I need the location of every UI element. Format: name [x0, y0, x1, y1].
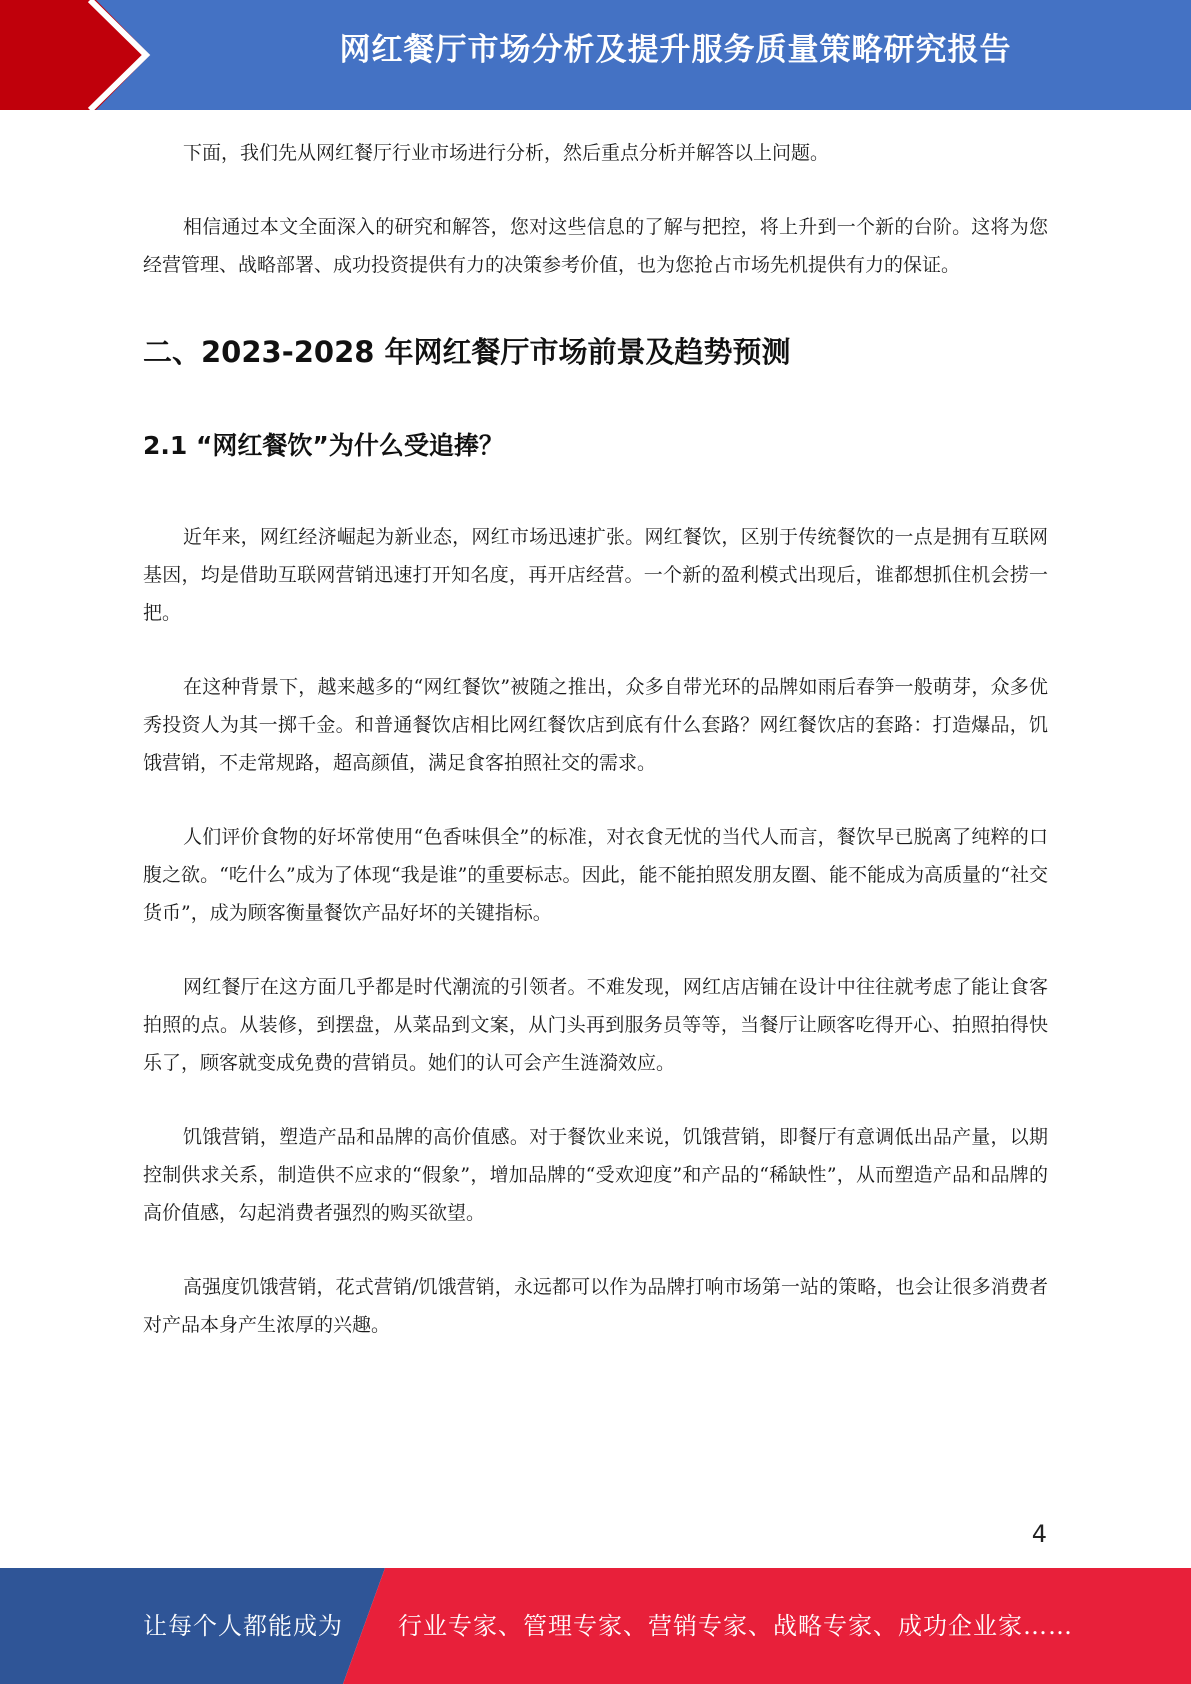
header-arrow-icon: [0, 0, 160, 110]
body-paragraph: 人们评价食物的好坏常使用“色香味俱全”的标准，对衣食无忧的当代人而言，餐饮早已脱离了纯粹的口腹之欲。“吃什么”成为了体现“我是谁”的重要标志。因此，能不能拍照发朋友圈、能不能成为高质量的“社交货币”，成为顾客衡量餐饮产品好坏的关键指标。: [143, 826, 1048, 924]
header-banner: [0, 0, 1191, 110]
body-paragraph: 近年来，网红经济崛起为新业态，网红市场迅速扩张。网红餐饮，区别于传统餐饮的一点是拥有互联网基因，均是借助互联网营销迅速打开知名度，再开店经营。一个新的盈利模式出现后，谁都想抓住机会捞一把。: [143, 526, 1048, 624]
page-number: 4: [1031, 1520, 1047, 1548]
body-paragraph: 高强度饥饿营销，花式营销/饥饿营销，永远都可以作为品牌打响市场第一站的策略，也会让很多消费者对产品本身产生浓厚的兴趣。: [143, 1276, 1048, 1336]
intro-paragraph-1: 下面，我们先从网红餐厅行业市场进行分析，然后重点分析并解答以上问题。: [183, 142, 830, 164]
body-paragraph: 饥饿营销，塑造产品和品牌的高价值感。对于餐饮业来说，饥饿营销，即餐厅有意调低出品产量，以期控制供求关系，制造供不应求的“假象”，增加品牌的“受欢迎度”和产品的“稀缺性”，从而塑造产品和品牌的高价值感，勾起消费者强烈的购买欲望。: [143, 1126, 1048, 1224]
section-heading: 二、2023-2028 年网红餐厅市场前景及趋势预测: [143, 335, 791, 369]
body-paragraph: 在这种背景下，越来越多的“网红餐饮”被随之推出，众多自带光环的品牌如雨后春笋一般萌芽，众多优秀投资人为其一掷千金。和普通餐饮店相比网红餐饮店到底有什么套路？网红餐饮店的套路：打造爆品，饥饿营销，不走常规路，超高颜值，满足食客拍照社交的需求。: [143, 676, 1048, 774]
footer-slogan-right: 行业专家、管理专家、营销专家、战略专家、成功企业家……: [398, 1612, 1073, 1640]
body-paragraph: 网红餐厅在这方面几乎都是时代潮流的引领者。不难发现，网红店店铺在设计中往往就考虑了能让食客拍照的点。从装修，到摆盘，从菜品到文案，从门头再到服务员等等，当餐厅让顾客吃得开心、拍照拍得快乐了，顾客就变成免费的营销员。她们的认可会产生涟漪效应。: [143, 976, 1048, 1074]
footer-slogan-left: 让每个人都能成为: [143, 1612, 343, 1640]
intro-paragraph-2: 相信通过本文全面深入的研究和解答，您对这些信息的了解与把控，将上升到一个新的台阶。这将为您经营管理、战略部署、成功投资提供有力的决策参考价值，也为您抢占市场先机提供有力的保证。: [143, 216, 1048, 276]
document-title: 网红餐厅市场分析及提升服务质量策略研究报告: [339, 32, 1012, 68]
subsection-heading: 2.1 “网红餐饮”为什么受追捧？: [143, 431, 504, 460]
footer-banner: [0, 1568, 1191, 1684]
page-body: [143, 134, 1048, 1380]
